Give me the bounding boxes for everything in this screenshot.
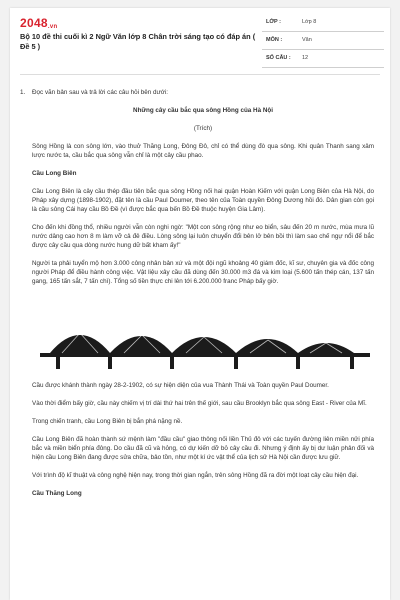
paragraph: Trong chiến tranh, cầu Long Biên bị bắn phá nặng nề. bbox=[32, 418, 183, 425]
passage-title: Những cây cầu bắc qua sông Hồng của Hà Nội bbox=[133, 107, 273, 114]
section-heading: Cầu Thăng Long bbox=[32, 490, 82, 497]
paragraph: Người ta phải tuyển mộ hơn 3.000 công nhân bản xứ và một đội ngũ khoảng 40 giám đốc, kĩ sư, chuyên gia và đốc công người Pháp để điều hành công việc. Vật liệu xây cầu đã dùng đến 30.000 m3 đá và kim loại (5.600 tấn thép cán, 137 tấn gang, 165 tấn sắt, 7 tấn chì). Tổng số tiền thực chi lên tới 6.200.000 franc Pháp bấy giờ. bbox=[32, 260, 374, 285]
section-heading: Cầu Long Biên bbox=[32, 170, 77, 177]
paragraph: Cầu Long Biên đã hoàn thành sứ mệnh làm "đầu cầu" giao thông nối liền Thủ đô với các tuyến đường liên miền nửi phía bắc và miền biển phía đông. Do cầu đã cũ và hỏng, có dự kiến dỡ bỏ cây cầu đi. Nhưng ý định ấy bị dư luận phản đối và hiện cầu Long Biên đang được sửa chữa, bảo tồn, như một kí ức vật thể của lịch sử Hà Nội cần được lưu giữ. bbox=[32, 436, 374, 461]
site-logo[interactable]: 2048.vn bbox=[20, 16, 58, 30]
excerpt-note: (Trích) bbox=[193, 125, 213, 132]
meta-row-grade: LỚP : Lớp 8 bbox=[262, 14, 384, 32]
paragraph: Cầu được khánh thành ngày 28-2-1902, có sự hiện diện của vua Thành Thái và Toàn quyền Paul Doumer. bbox=[32, 382, 329, 389]
meta-info-table bbox=[262, 14, 384, 68]
paragraph: Cho đến khi đồng thổ, nhiều người vẫn còn nghi ngờ: "Một con sông rộng như eo biển, sâu đến 20 m nước, mùa mưa lũ nước dâng cao hơn 8 m làm vỡ cả đê điều. Lòng sông lại luôn chuyển đổi bên lở bên bồi thì làm sao chế ngự nổi để bắc được cây cầu qua dòng nước hung dữ bất kham ấy!" bbox=[32, 224, 374, 249]
question-instruction: Đọc văn bản sau và trả lời các câu hỏi bên dưới: bbox=[32, 89, 169, 96]
document-header bbox=[10, 8, 390, 70]
question-content bbox=[20, 88, 374, 507]
document-title: Bộ 10 đề thi cuối kì 2 Ngữ Văn lớp 8 Chân trời sáng tạo có đáp án ( Đề 5 ) bbox=[20, 32, 256, 51]
meta-row-question-count: SỐ CÂU : 12 bbox=[262, 50, 384, 68]
paragraph: Vào thời điểm bấy giờ, cầu này chiếm vị trí dài thứ hai trên thế giới, sau cầu Brooklyn bắc qua sông East - River của Mĩ. bbox=[32, 400, 367, 407]
meta-row-subject: MÔN : Văn bbox=[262, 32, 384, 50]
paragraph: Cầu Long Biên là cây cầu thép đầu tiên bắc qua sông Hồng nối hai quận Hoàn Kiếm với quận Long Biên của Hà Nội, do Pháp xây dựng (1898-1902), đặt tên là cầu Paul Doumer, theo tên của Toàn quyền Đông Dương hồi đó. Dân gian còn gọi là cầu sông Cái hay cầu Bồ Đề (vì được bắc qua bến Bồ Đề thuộc huyện Gia Lâm). bbox=[32, 188, 374, 213]
question-number: 1. bbox=[20, 89, 26, 96]
document-page bbox=[10, 8, 390, 600]
paragraph: Sông Hồng là con sông lớn, vào thuở Thăng Long, Đông Đô, chỉ có thể dùng đò qua sông. Khi quân Thanh sang xâm lược nước ta, cầu bắc qua sông vẫn chỉ là một cây cầu phao. bbox=[32, 143, 374, 159]
long-bien-bridge-image bbox=[32, 295, 374, 375]
paragraph: Với trình độ kĩ thuật và công nghệ hiện nay, trong thời gian ngắn, trên sông Hồng đã ra đời một loạt cây cầu hiện đại. bbox=[32, 472, 359, 479]
header-divider bbox=[20, 74, 380, 75]
